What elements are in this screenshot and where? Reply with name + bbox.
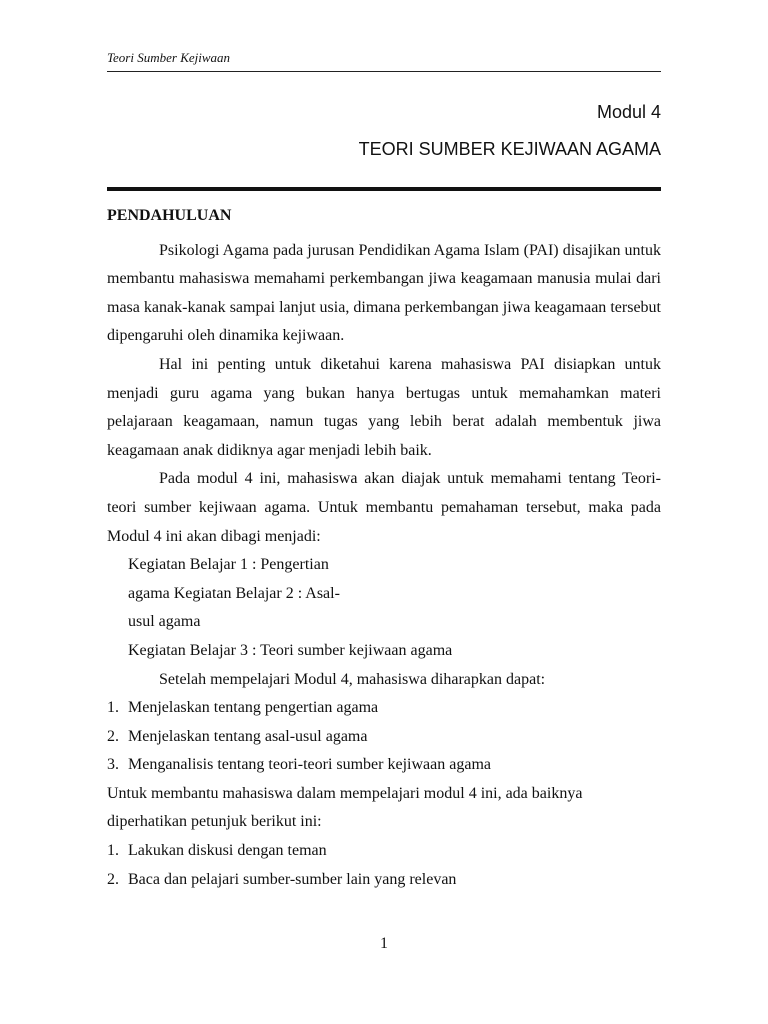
list-item xyxy=(107,751,661,780)
list-number: 1. xyxy=(107,842,119,860)
instructions-list xyxy=(107,837,661,894)
title-rule xyxy=(107,187,661,191)
kegiatan-line: agama Kegiatan Belajar 2 : Asal- xyxy=(128,584,340,602)
list-text: Menganalisis tentang teori-teori sumber kejiwaan agama xyxy=(128,756,491,774)
list-text: Baca dan pelajari sumber-sumber lain yang relevan xyxy=(128,870,457,888)
list-number: 2. xyxy=(107,727,119,745)
module-number: Modul 4 xyxy=(596,102,661,122)
module-title: TEORI SUMBER KEJIWAAN AGAMA xyxy=(358,139,661,159)
list-text: Lakukan diskusi dengan teman xyxy=(128,842,327,860)
paragraph: Pada modul 4 ini, mahasiswa akan diajak untuk memahami tentang Teori-teori sumber kejiwaan agama. Untuk membantu pemahaman tersebut, maka pada Modul 4 ini akan dibagi menjadi: xyxy=(107,470,661,545)
list-item xyxy=(107,866,661,895)
kegiatan-line: usul agama xyxy=(128,613,201,631)
list-text: Menjelaskan tentang pengertian agama xyxy=(128,699,379,717)
running-header: Teori Sumber Kejiwaan xyxy=(107,50,231,65)
instructions-intro: diperhatikan petunjuk berikut ini: xyxy=(107,813,322,831)
body-content xyxy=(107,202,661,894)
objectives-list xyxy=(107,694,661,780)
page-number: 1 xyxy=(380,935,388,952)
section-heading: PENDAHULUAN xyxy=(107,207,232,224)
header-rule xyxy=(107,71,661,72)
list-item xyxy=(107,694,661,723)
kegiatan-line: Kegiatan Belajar 1 : Pengertian xyxy=(128,556,329,574)
paragraph: Hal ini penting untuk diketahui karena mahasiswa PAI disiapkan untuk menjadi guru agama yang bukan hanya bertugas untuk memahamkan materi pelajaraan keagamaan, namun tugas yang lebih berat adalah membentuk jiwa keagamaan anak didiknya agar menjadi lebih baik. xyxy=(107,355,661,459)
list-item xyxy=(107,837,661,866)
instructions-intro: Untuk membantu mahasiswa dalam mempelajari modul 4 ini, ada baiknya xyxy=(107,784,583,802)
list-number: 3. xyxy=(107,756,119,774)
paragraph: Psikologi Agama pada jurusan Pendidikan Agama Islam (PAI) disajikan untuk membantu mahasiswa memahami perkembangan jiwa keagamaan manusia mulai dari masa kanak-kanak sampai lanjut usia, dimana perkembangan jiwa keagamaan tersebut dipengaruhi oleh dinamika kejiwaan. xyxy=(107,241,661,345)
list-item xyxy=(107,723,661,752)
list-text: Menjelaskan tentang asal-usul agama xyxy=(128,727,368,745)
list-number: 1. xyxy=(107,699,119,717)
kegiatan-line: Kegiatan Belajar 3 : Teori sumber kejiwaan agama xyxy=(128,641,453,659)
list-number: 2. xyxy=(107,870,119,888)
objectives-intro: Setelah mempelajari Modul 4, mahasiswa diharapkan dapat: xyxy=(159,670,546,688)
